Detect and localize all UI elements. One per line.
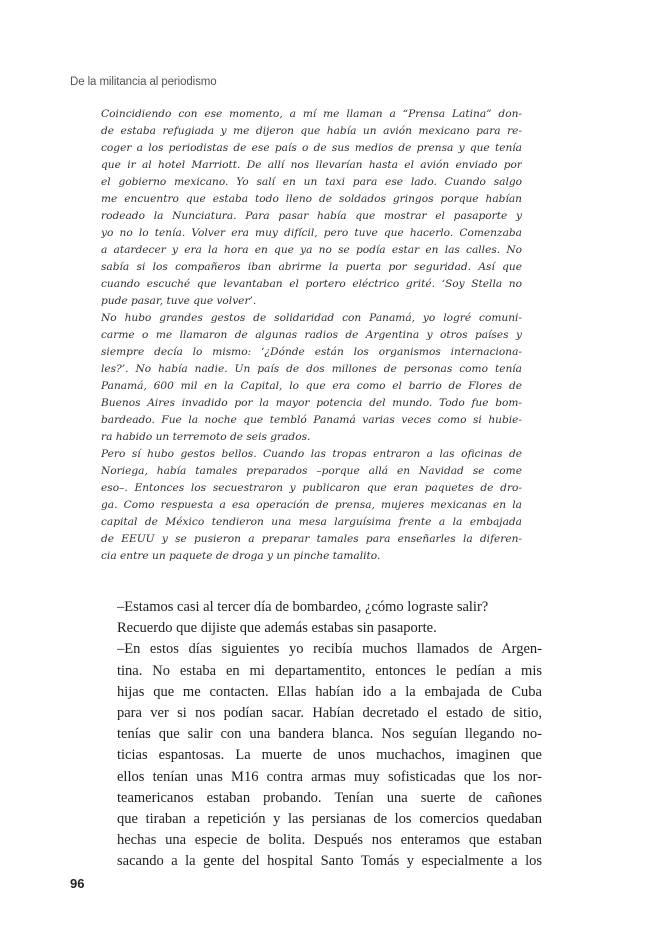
quote-line: rodeado la Nunciatura. Para pasar había que mostrar el pasaporte y (101, 210, 522, 222)
body-line: para ver si nos podían sacar. Habían decretado el estado de sitio, (117, 704, 542, 721)
quote-line: ra habido un terremoto de seis grados. (101, 431, 311, 443)
quote-line: No hubo grandes gestos de solidaridad con Panamá, yo logré comuni- (101, 312, 522, 324)
quote-line: Noriega, había tamales preparados –porque allá en Navidad se come (101, 465, 522, 477)
quote-line: Pero sí hubo gestos bellos. Cuando las tropas entraron a las oficinas de (101, 448, 522, 460)
running-header: De la militancia al periodismo (70, 76, 217, 88)
page-number: 96 (70, 876, 85, 891)
quote-line: bardeado. Fue la noche que tembló Panamá varias veces como si hubie- (101, 414, 522, 426)
quote-line: capital de México tendieron una mesa larguísima frente a la embajada (101, 516, 522, 528)
quote-line: de estaba refugiada y me dijeron que había un avión mexicano para re- (101, 125, 522, 137)
body-line: Recuerdo que dijiste que además estabas sin pasaporte. (117, 620, 437, 637)
quote-line: pude pasar, tuve que volver’. (101, 295, 257, 307)
body-line: tina. No estaba en mi departamentito, entonces le pedían a mis (117, 662, 542, 679)
quote-line: cia entre un paquete de droga y un pinche tamalito. (101, 550, 381, 562)
body-line: ticias espantosas. La muerte de unos muchachos, imaginen que (117, 747, 542, 764)
quote-line: Coincidiendo con ese momento, a mí me llaman a “Prensa Latina” don- (101, 108, 522, 120)
body-line: hijas que me contacten. Ellas habían ido a la embajada de Cuba (117, 683, 542, 700)
quote-line: eso–. Entonces los secuestraron y publicaron que eran paquetes de dro- (101, 482, 522, 494)
quote-line: me encuentro que estaba todo lleno de soldados gringos porque habían (101, 193, 522, 205)
body-line: teamericanos estaban probando. Tenían una suerte de cañones (117, 789, 542, 806)
body-line: hechas una especie de bolita. Después nos enteramos que estaban (117, 832, 542, 849)
body-line: tenías que salir con una bandera blanca. Nos seguían llegando no- (117, 726, 542, 743)
quote-line: les?’. No había nadie. Un país de dos millones de personas como tenía (101, 363, 522, 375)
body-line: sacando a la gente del hospital Santo Tomás y especialmente a los (117, 853, 542, 870)
quote-line: siempre decía lo mismo: ‘¿Dónde están los organismos internaciona- (101, 346, 522, 358)
quote-line: yo no lo tenía. Volver era muy difícil, pero tuve que hacerlo. Comenzaba (101, 227, 522, 239)
quote-line: coger a los periodistas de ese país o de sus medios de prensa y que tenía (101, 142, 522, 154)
quote-line: de EEUU y se pusieron a preparar tamales para enseñarles la diferen- (101, 533, 522, 545)
body-line: –Estamos casi al tercer día de bombardeo, ¿cómo lograste salir? (117, 599, 489, 615)
quote-line: el gobierno mexicano. Yo salí en un taxi para ese lado. Cuando salgo (101, 176, 522, 188)
body-line: –En estos días siguientes yo recibía muchos llamados de Argen- (117, 641, 542, 658)
quote-line: sabía si los compañeros iban abrirme la puerta por seguridad. Así que (101, 261, 522, 273)
quote-line: cuando escuché que levantaban el portero eléctrico grité. ‘Soy Stella no (101, 278, 522, 290)
quote-line: a atardecer y era la hora en que ya no se podía estar en las calles. No (101, 244, 522, 256)
quote-line: ga. Como respuesta a esa operación de prensa, mujeres mexicanas en la (101, 499, 522, 511)
quoted-testimony (101, 106, 522, 565)
quote-line: que ir al hotel Marriott. De allí nos llevarían hasta el avión enviado por (101, 159, 522, 171)
quote-line: Panamá, 600 mil en la Capital, lo que era como el barrio de Flores de (101, 380, 522, 392)
quote-line: carme o me llamaron de algunas radios de Argentina y otros países y (101, 329, 522, 341)
body-line: ellos tenían unas M16 contra armas muy sofisticadas que los nor- (117, 768, 542, 785)
body-line: que tiraban a repetición y las persianas de los comercios quedaban (117, 810, 542, 827)
quote-line: Buenos Aires invadido por la mayor potencia del mundo. Todo fue bom- (101, 397, 522, 409)
interview-body-text (117, 597, 542, 872)
